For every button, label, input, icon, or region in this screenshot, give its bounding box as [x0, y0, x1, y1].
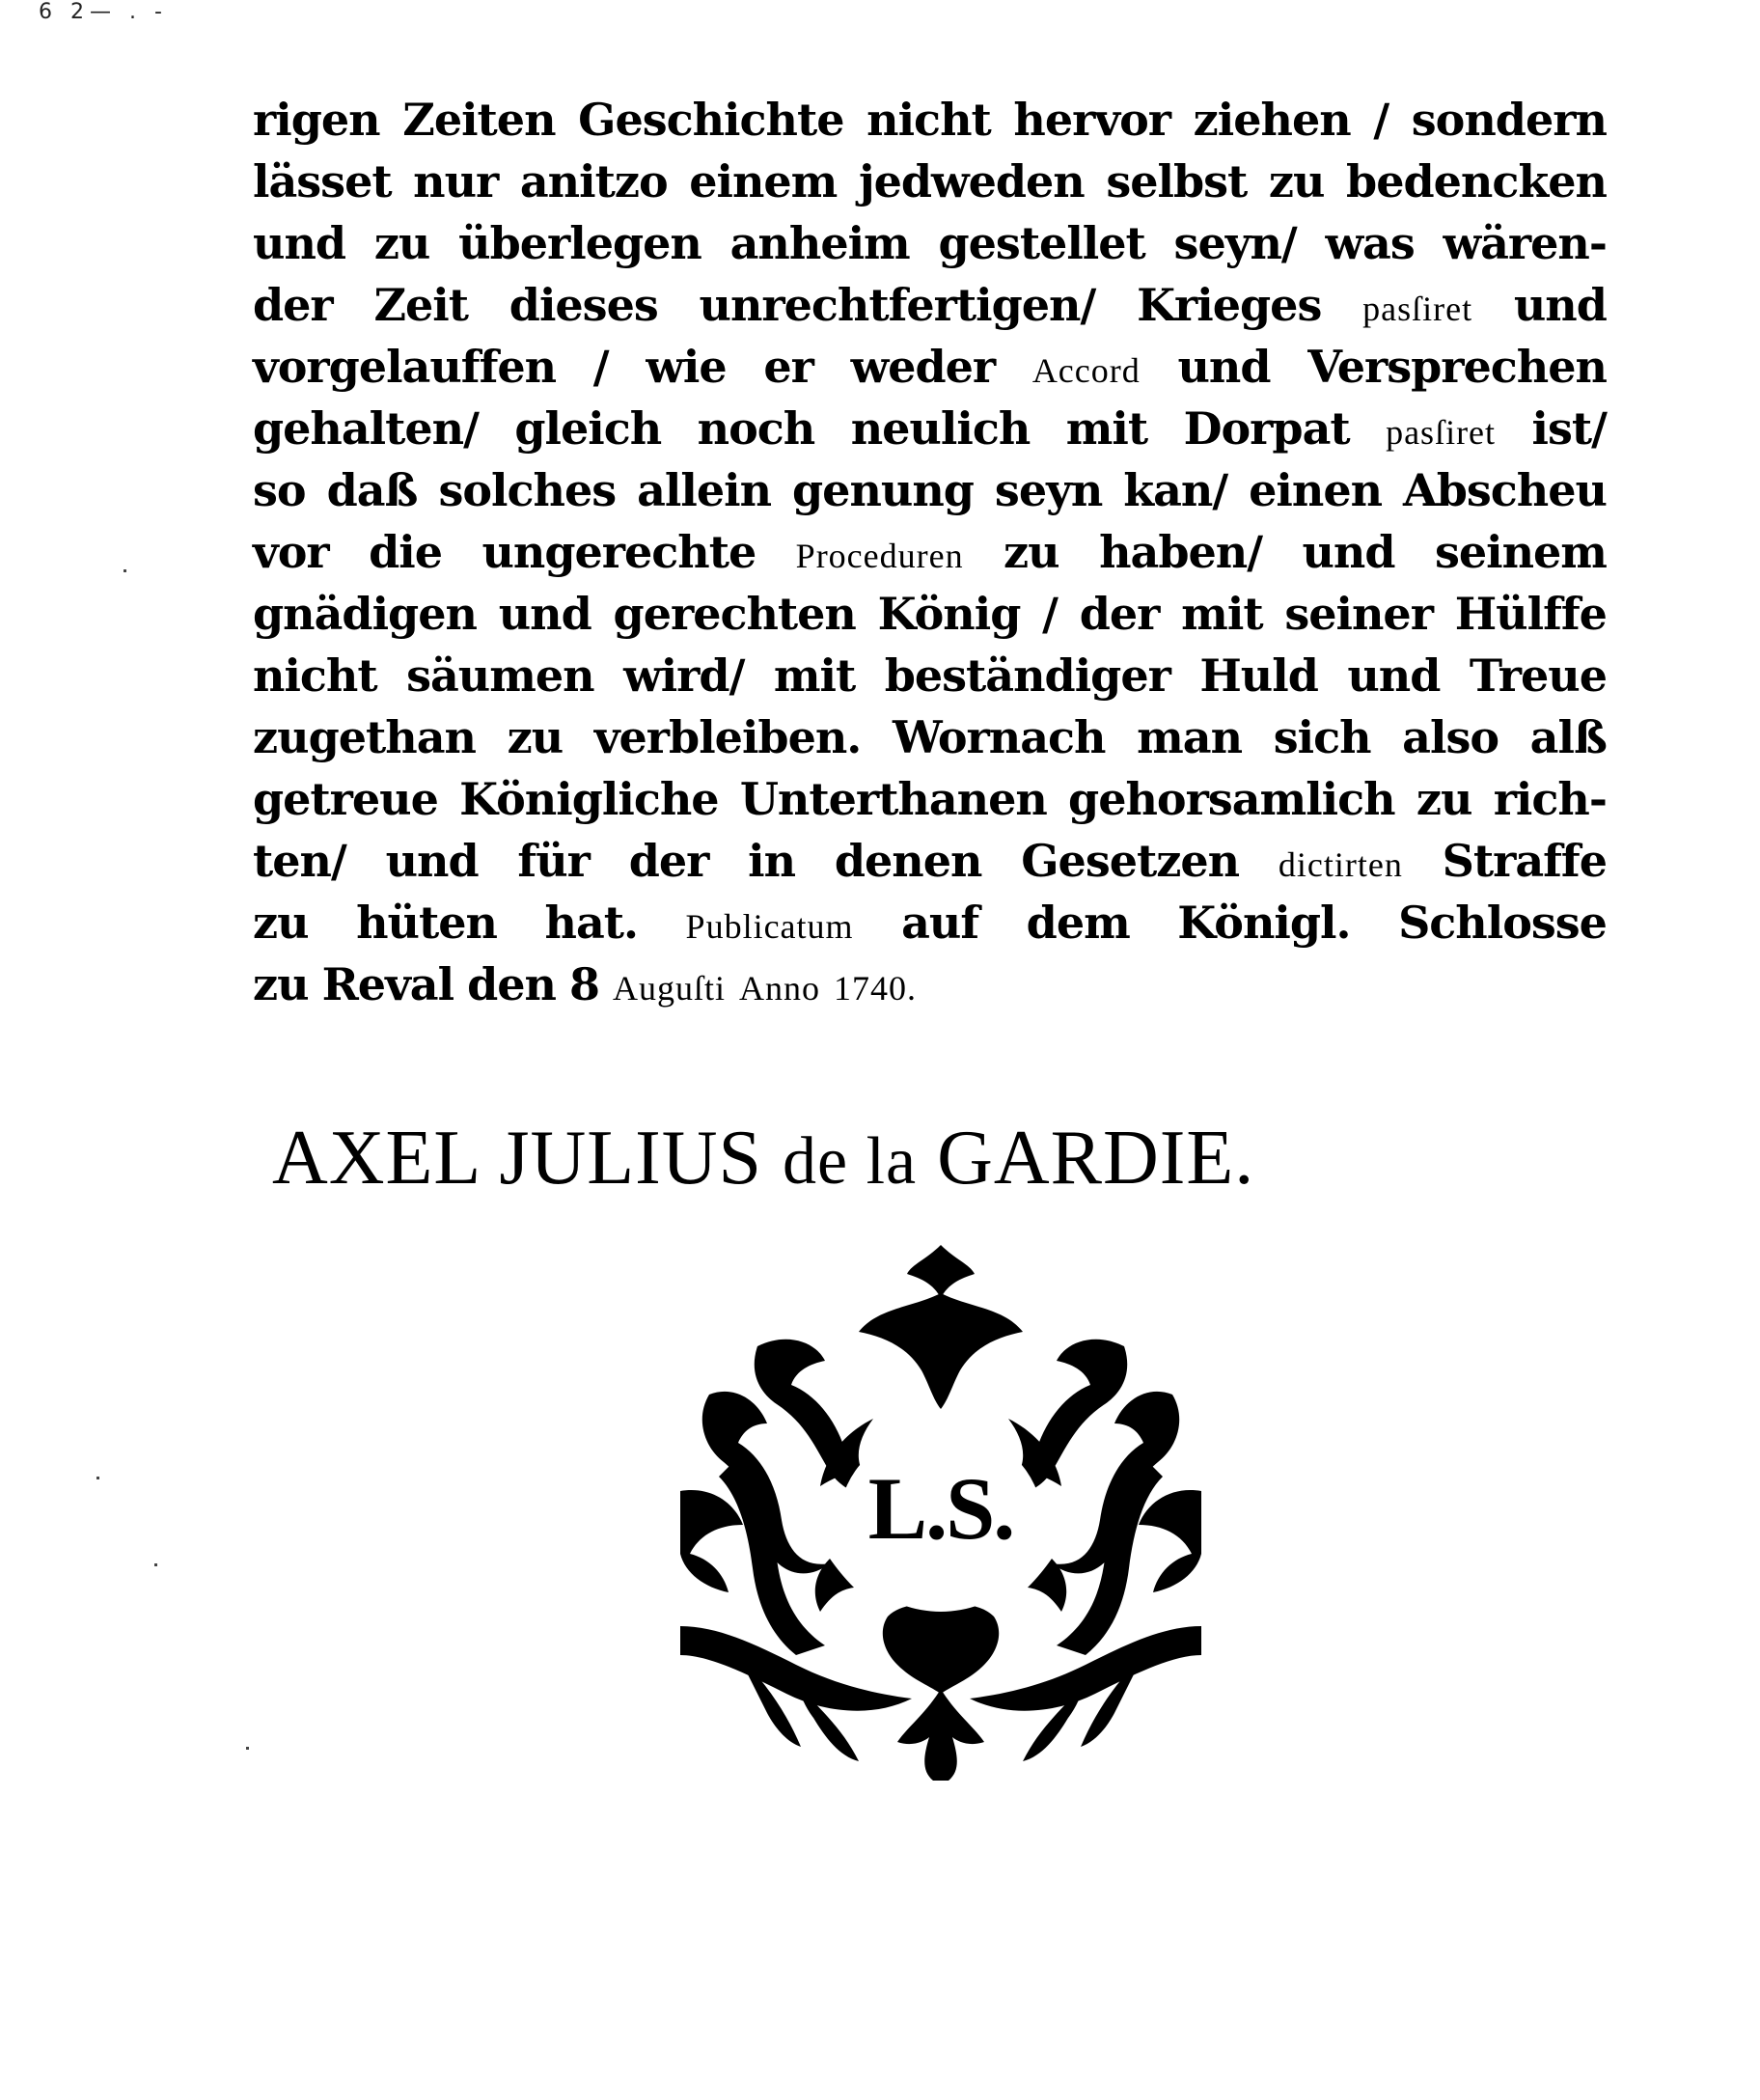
fraktur-word: Hülffe: [1454, 588, 1607, 640]
text-line: [253, 583, 1607, 645]
fraktur-word: /: [1373, 94, 1389, 146]
fraktur-word: überlegen: [458, 217, 701, 269]
fraktur-word: neulich: [850, 402, 1031, 455]
fraktur-word: auf: [901, 897, 979, 949]
fraktur-word: Abscheu: [1403, 464, 1607, 516]
fraktur-word: man: [1137, 711, 1243, 763]
fraktur-word: Zeit: [373, 279, 469, 331]
fraktur-word: anheim: [729, 217, 910, 269]
fraktur-word: nicht: [253, 649, 377, 702]
fraktur-word: Treue: [1469, 649, 1607, 702]
fraktur-word: Reval: [321, 958, 454, 1010]
text-line: [253, 892, 1607, 953]
fraktur-word: und: [385, 835, 479, 887]
fraktur-word: Huld: [1199, 649, 1318, 702]
fraktur-word: wären-: [1443, 217, 1607, 269]
fraktur-word: mit: [1181, 588, 1263, 640]
text-line: [253, 953, 1607, 1015]
antiqua-word: dictirten: [1278, 845, 1403, 884]
fraktur-word: zugethan: [253, 711, 476, 763]
text-line: [253, 768, 1607, 830]
fraktur-word: Dorpat: [1183, 402, 1350, 455]
fraktur-word: sondern: [1411, 94, 1607, 146]
fraktur-word: gleich: [514, 402, 662, 455]
fraktur-word: und: [498, 588, 591, 640]
fraktur-word: nicht: [866, 94, 991, 146]
signature-given-names: AXEL JULIUS: [272, 1116, 762, 1201]
antiqua-word: pasſiret: [1362, 290, 1473, 328]
text-line: [253, 89, 1607, 151]
text-line: [253, 521, 1607, 583]
fraktur-word: den: [467, 958, 556, 1010]
text-line: [253, 151, 1607, 212]
antiqua-word: pasſiret: [1386, 413, 1497, 452]
fraktur-word: seyn/: [1173, 217, 1297, 269]
decree-body-text: [253, 89, 1607, 1015]
fraktur-word: der: [628, 835, 709, 887]
fraktur-word: zu: [1416, 773, 1472, 825]
fraktur-word: solches: [438, 464, 617, 516]
antiqua-word: Accord: [1031, 351, 1141, 390]
fraktur-word: verbleiben.: [593, 711, 862, 763]
fraktur-word: einem: [689, 155, 838, 207]
fraktur-word: weder: [850, 341, 996, 393]
fraktur-word: zu: [1004, 526, 1059, 578]
fraktur-word: Versprechen: [1307, 341, 1607, 393]
seal-ornament: [680, 1240, 1201, 1785]
fraktur-word: und: [1347, 649, 1441, 702]
fraktur-word: ziehen: [1193, 94, 1351, 146]
fraktur-word: genung: [792, 464, 974, 516]
text-line: [253, 645, 1607, 706]
fraktur-word: kan/: [1123, 464, 1228, 516]
fraktur-word: Schlosse: [1398, 897, 1607, 949]
fraktur-word: zu: [253, 897, 309, 949]
fraktur-word: hüten: [356, 897, 497, 949]
fraktur-word: die: [369, 526, 442, 578]
fraktur-word: und: [1513, 279, 1607, 331]
fraktur-word: nur: [413, 155, 499, 207]
fraktur-word: rigen: [253, 94, 380, 146]
fraktur-word: seyn: [994, 464, 1103, 516]
fraktur-word: der: [253, 279, 333, 331]
fraktur-word: zu: [253, 958, 309, 1010]
fraktur-word: allein: [637, 464, 772, 516]
stray-dot: [154, 1563, 157, 1566]
fraktur-word: dem: [1026, 897, 1130, 949]
fraktur-word: gehorsamlich: [1068, 773, 1395, 825]
fraktur-word: selbst: [1106, 155, 1248, 207]
fraktur-word: mit: [1065, 402, 1148, 455]
fraktur-word: denen: [834, 835, 982, 887]
fraktur-word: vorgelauffen: [253, 341, 557, 393]
fraktur-word: er: [763, 341, 813, 393]
fraktur-word: der: [1079, 588, 1160, 640]
fraktur-word: zu: [1268, 155, 1325, 207]
fraktur-word: ist/: [1531, 402, 1607, 455]
fraktur-word: in: [748, 835, 796, 887]
fraktur-word: noch: [697, 402, 815, 455]
antiqua-word: Anno: [739, 969, 820, 1008]
fraktur-word: Königliche: [459, 773, 719, 825]
fraktur-word: einen: [1249, 464, 1383, 516]
antiqua-word: 1740.: [834, 969, 917, 1008]
fraktur-word: ungerechte: [481, 526, 756, 578]
scan-marks: 6 2— . -: [39, 0, 168, 24]
fraktur-word: wie: [646, 341, 727, 393]
fraktur-word: anitzo: [519, 155, 668, 207]
fraktur-word: Straffe: [1442, 835, 1607, 887]
fraktur-word: gestellet: [938, 217, 1145, 269]
fraktur-word: säumen: [406, 649, 594, 702]
text-line: [253, 336, 1607, 398]
fraktur-word: jedweden: [858, 155, 1085, 207]
fraktur-word: alß: [1529, 711, 1607, 763]
text-line: [253, 398, 1607, 459]
fraktur-word: was: [1325, 217, 1415, 269]
fraktur-word: Unterthanen: [739, 773, 1047, 825]
fraktur-word: Königl.: [1177, 897, 1351, 949]
fraktur-word: lässet: [253, 155, 392, 207]
fraktur-word: ten/: [253, 835, 346, 887]
fraktur-word: gerechten: [613, 588, 856, 640]
fraktur-word: hat.: [544, 897, 639, 949]
text-line: [253, 274, 1607, 336]
fraktur-word: rich-: [1493, 773, 1607, 825]
fraktur-word: König: [877, 588, 1021, 640]
fraktur-word: Wornach: [892, 711, 1106, 763]
fraktur-word: Krieges: [1137, 279, 1322, 331]
fraktur-word: /: [1042, 588, 1058, 640]
fraktur-word: Gesetzen: [1021, 835, 1240, 887]
fraktur-word: sich: [1273, 711, 1371, 763]
fraktur-word: und: [253, 217, 346, 269]
fraktur-word: dieses: [509, 279, 658, 331]
fraktur-word: seiner: [1284, 588, 1433, 640]
fraktur-word: gnädigen: [253, 588, 477, 640]
fraktur-word: also: [1402, 711, 1499, 763]
stray-dot: [96, 1477, 99, 1479]
fraktur-word: getreue: [253, 773, 438, 825]
stray-dot: [246, 1747, 249, 1750]
fraktur-word: bedencken: [1346, 155, 1607, 207]
fraktur-word: seinem: [1434, 526, 1607, 578]
fraktur-word: /: [592, 341, 609, 393]
fraktur-word: zu: [373, 217, 430, 269]
text-line: [253, 706, 1607, 768]
fraktur-word: beständiger: [884, 649, 1170, 702]
fraktur-word: und: [1302, 526, 1395, 578]
fraktur-word: für: [517, 835, 590, 887]
fraktur-word: mit: [773, 649, 856, 702]
fraktur-word: Zeiten: [402, 94, 556, 146]
fraktur-word: daß: [326, 464, 418, 516]
antiqua-word: Proceduren: [795, 537, 964, 575]
fraktur-word: Geschichte: [578, 94, 844, 146]
signature-surname: GARDIE.: [937, 1116, 1255, 1201]
fraktur-word: hervor: [1013, 94, 1170, 146]
stray-dot: [124, 569, 126, 572]
signature-particle: de la: [783, 1124, 918, 1199]
fraktur-word: unrechtfertigen/: [699, 279, 1096, 331]
fraktur-word: haben/: [1099, 526, 1262, 578]
fraktur-word: 8: [568, 958, 599, 1010]
antiqua-word: Auguſti: [612, 969, 726, 1008]
fraktur-word: und: [1177, 341, 1271, 393]
fraktur-word: zu: [507, 711, 564, 763]
fraktur-word: wird/: [623, 649, 745, 702]
fraktur-word: gehalten/: [253, 402, 479, 455]
seal-label: L.S.: [867, 1459, 1014, 1558]
fraktur-word: vor: [253, 526, 329, 578]
text-line: [253, 212, 1607, 274]
antiqua-word: Publicatum: [685, 907, 854, 946]
signature: [272, 1110, 1604, 1210]
text-line: [253, 830, 1607, 892]
text-line: [253, 459, 1607, 521]
fraktur-word: so: [253, 464, 306, 516]
